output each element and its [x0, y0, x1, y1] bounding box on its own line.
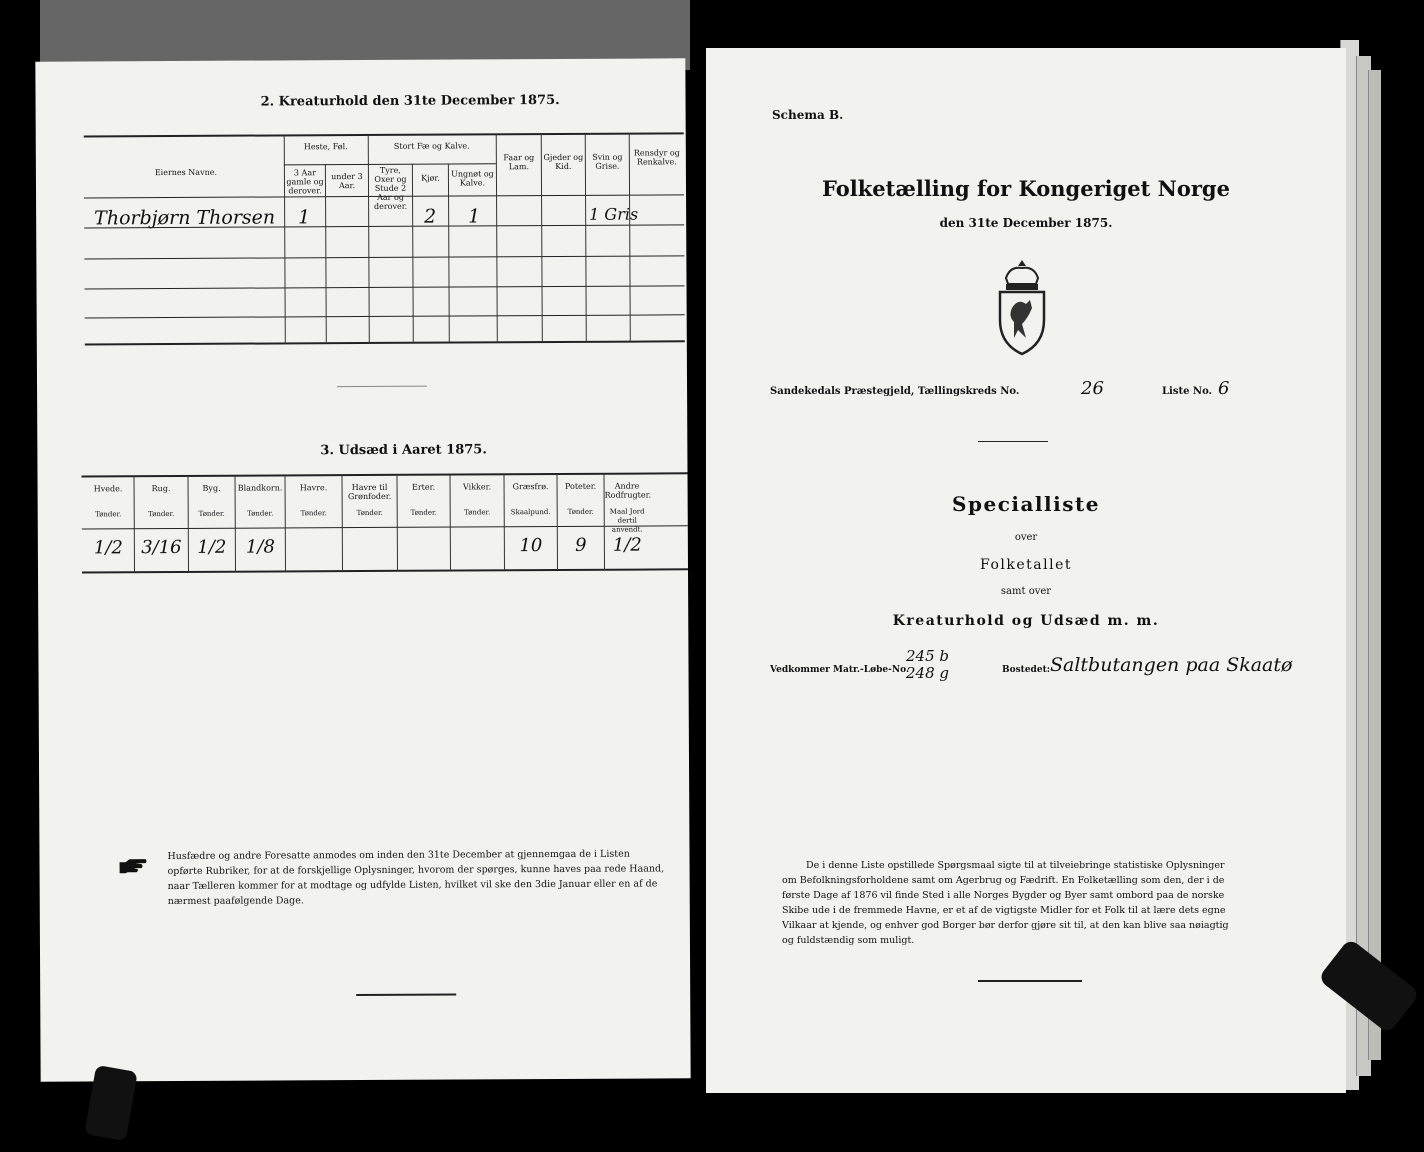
section3-title: 3. Udsæd i Aaret 1875. — [320, 442, 487, 459]
seed-header: Blandkorn. — [237, 483, 283, 493]
samt-over-label: samt over — [1000, 586, 1052, 597]
seed-value: 3/16 — [141, 536, 182, 559]
bosted-label: Bostedet: — [1002, 665, 1051, 675]
district-number: 26 — [1081, 378, 1104, 399]
seed-value: 1/2 — [197, 536, 227, 558]
owner-name: Thorbjørn Thorsen — [94, 206, 276, 230]
seed-header: Græsfrø. — [512, 482, 549, 492]
header-reindeer: Rensdyr og Renkalve. — [633, 148, 680, 167]
seed-header: Hvede. — [93, 484, 123, 494]
horses-count: 1 — [298, 206, 311, 229]
matr-label: Vedkommer Matr.-Løbe-No. — [770, 665, 910, 675]
seed-unit: Tønder. — [247, 509, 274, 518]
seed-value: 10 — [519, 535, 543, 557]
seed-header: Andre Rodfrugter. — [604, 481, 652, 500]
seed-value: 1/8 — [245, 536, 275, 558]
header-young-cattle: Ungnøt og Kalve. — [451, 169, 494, 188]
list-label: Liste No. — [1162, 386, 1213, 397]
young-cattle-count: 1 — [468, 205, 481, 228]
list-number: 6 — [1218, 378, 1230, 399]
seed-unit: Tønder. — [464, 508, 491, 517]
norwegian-coat-of-arms-icon — [992, 258, 1052, 358]
header-cows: Kjør. — [421, 173, 440, 183]
header-bulls: Tyre, Oxer og Stude 2 Aar og derover. — [373, 165, 408, 211]
header-pigs: Svin og Grise. — [592, 152, 623, 171]
pointing-hand-icon — [120, 858, 148, 874]
cows-count: 2 — [424, 205, 437, 228]
section2-title: 2. Kreaturhold den 31te December 1875. — [260, 92, 560, 110]
seed-value: 9 — [575, 534, 587, 556]
seed-unit: Maal Jord dertil anvendt. — [609, 507, 645, 534]
seed-header: Rug. — [151, 484, 171, 494]
header-goats: Gjeder og Kid. — [543, 152, 584, 171]
seed-unit: Tønder. — [198, 509, 225, 518]
seed-header: Havre til Grønfoder. — [347, 482, 392, 502]
census-date: den 31te December 1875. — [939, 216, 1113, 230]
seed-header: Havre. — [299, 483, 328, 493]
over-label: over — [1014, 532, 1038, 543]
population-label: Folketallet — [980, 557, 1072, 573]
seed-unit: Skaalpund. — [510, 508, 551, 517]
seed-unit: Tønder. — [95, 510, 122, 519]
seed-header: Poteter. — [564, 481, 597, 491]
seed-unit: Tønder. — [356, 508, 383, 518]
census-title: Folketælling for Kongeriget Norge — [822, 176, 1230, 201]
seed-value: 1/2 — [93, 537, 123, 559]
matr-number: 245 b 248 g — [906, 647, 950, 682]
pigs-count: 1 Gris — [589, 204, 639, 224]
info-paragraph: De i denne Liste opstillede Spørgsmaal sigte til at tilveiebringe statistiske Oplysninger om Befolkningsforholdene samt om Agerbrug og Fædrift. En Folketælling som den, der i de første Dage af 1876 vil finde Sted i alle Norges Bygder og Byer samt ombord paa de norske Skibe ude i de fremmede Havne, er et af de vigtigste Midler for et Folk til at lære dets egne Vilkaar at kjende, og enhver god Borger bør derfor gjøre sit til, at den kan blive saa nøiagtig og fuldstændig som muligt. — [782, 860, 1229, 946]
right-page — [706, 48, 1346, 1093]
livestock-seed-label: Kreaturhold og Udsæd m. m. — [892, 613, 1160, 629]
header-owner: Eiernes Navne. — [154, 167, 218, 178]
header-sheep: Faar og Lam. — [503, 153, 535, 172]
seed-unit: Tønder. — [300, 509, 327, 518]
parish-label: Sandekedals Præstegjeld, Tællingskreds No. — [770, 386, 1020, 397]
seed-unit: Tønder. — [148, 509, 175, 519]
left-page — [35, 58, 690, 1081]
header-horses-under3: under 3 Aar. — [331, 171, 363, 191]
seed-header: Vikker. — [462, 482, 492, 492]
seed-unit: Tønder. — [410, 508, 437, 517]
header-horses: Heste, Føl. — [303, 142, 348, 152]
notice-text: Husfædre og andre Foresatte anmodes om inden den 31te December at gjennemgaa de i Listen opførte Rubriker, for at de forskjellige Oplysninger, hvorom der spørges, kunne haves paa rede Haand, naar Tælleren kommer for at modtage og udfylde Listen, hvilket vil ske den 3die Januar eller en af de nærmest paafølgende Dage. — [167, 848, 665, 908]
schema-label: Schema B. — [772, 108, 844, 122]
bosted-value: Saltbutangen paa Skaatø — [1050, 654, 1293, 676]
special-list-title: Specialliste — [952, 492, 1100, 516]
seed-value: 1/2 — [612, 534, 642, 556]
seed-header: Byg. — [202, 483, 221, 493]
seed-unit: Tønder. — [567, 507, 594, 516]
header-horses-3plus: 3 Aar gamle og derover. — [286, 168, 324, 196]
seed-header: Erter. — [411, 482, 436, 492]
header-cattle: Stort Fæ og Kalve. — [393, 141, 470, 151]
